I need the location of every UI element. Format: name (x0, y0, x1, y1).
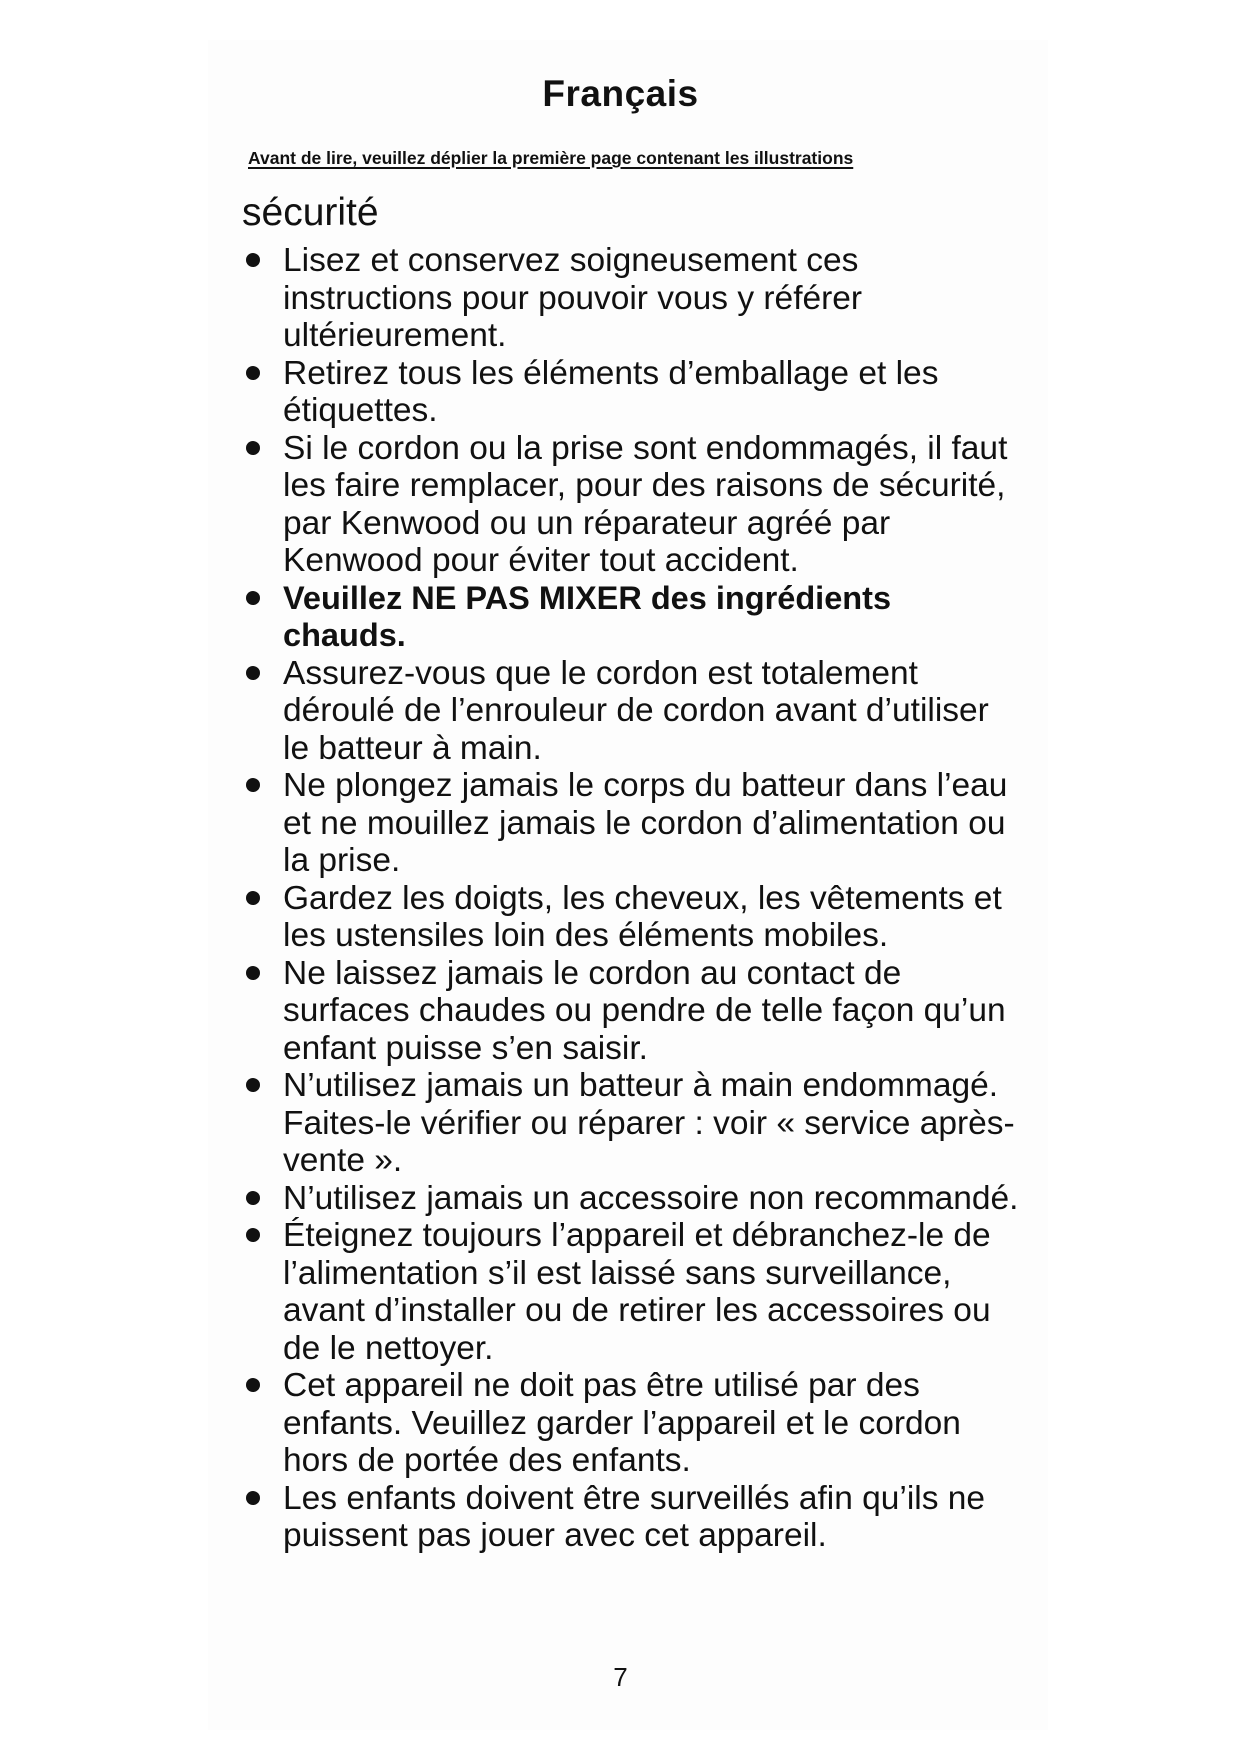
list-item-text: N’utilisez jamais un accessoire non recommandé. (283, 1179, 1019, 1217)
list-item (242, 1180, 1022, 1218)
list-item-text: Éteignez toujours l’appareil et débranchez-le de l’alimentation s’il est laissé sans surveillance, avant d’installer ou de retirer les accessoires ou de le nettoyer. (283, 1217, 991, 1367)
list-item (242, 1067, 1022, 1180)
bullet-icon (246, 441, 260, 455)
list-item-text: Lisez et conservez soigneusement ces instructions pour pouvoir vous y référer ultérieurement. (283, 242, 863, 354)
list-item-text: Veuillez NE PAS MIXER des ingrédients chauds. (283, 579, 892, 653)
list-item-text: Retirez tous les éléments d’emballage et les étiquettes. (283, 354, 939, 429)
list-item-text: Les enfants doivent être surveillés afin qu’ils ne puissent pas jouer avec cet appareil. (283, 1479, 986, 1554)
bullet-icon (246, 366, 260, 380)
list-item-warning (242, 580, 1022, 655)
list-item (242, 1480, 1022, 1555)
bullet-icon (246, 253, 260, 267)
list-item-text: Ne plongez jamais le corps du batteur dans l’eau et ne mouillez jamais le cordon d’alimentation ou la prise. (283, 767, 1008, 879)
list-item (242, 655, 1022, 768)
section-title: sécurité (242, 191, 379, 234)
list-item-text: Cet appareil ne doit pas être utilisé par des enfants. Veuillez garder l’appareil et le cordon hors de portée des enfants. (283, 1367, 961, 1479)
bullet-icon (246, 1078, 260, 1092)
list-item-text: Assurez-vous que le cordon est totalement déroulé de l’enrouleur de cordon avant d’utiliser le batteur à main. (283, 654, 989, 767)
list-item-text: Si le cordon ou la prise sont endommagés, il faut les faire remplacer, pour des raisons de sécurité, par Kenwood ou un réparateur agréé par Kenwood pour éviter tout accident. (283, 429, 1008, 579)
list-item (242, 767, 1022, 880)
list-item (242, 880, 1022, 955)
bullet-icon (246, 1191, 260, 1205)
list-item (242, 1367, 1022, 1480)
bullet-icon (246, 778, 260, 792)
bullet-icon (246, 591, 260, 605)
safety-list (242, 242, 1022, 1555)
unfold-note: Avant de lire, veuillez déplier la première page contenant les illustrations (248, 148, 854, 168)
list-item-text: N’utilisez jamais un batteur à main endommagé. Faites-le vérifier ou réparer : voir « service après-vente ». (283, 1067, 1015, 1179)
list-item-text: Ne laissez jamais le cordon au contact de surfaces chaudes ou pendre de telle façon qu’un enfant puisse s’en saisir. (283, 954, 1006, 1067)
list-item (242, 430, 1022, 580)
page-number: 7 (613, 1662, 628, 1692)
bullet-icon (246, 1378, 260, 1392)
list-item-text: Gardez les doigts, les cheveux, les vêtements et les ustensiles loin des éléments mobiles. (283, 879, 1002, 954)
bullet-icon (246, 1491, 260, 1505)
list-item (242, 242, 1022, 355)
language-heading: Français (542, 73, 699, 114)
list-item (242, 1217, 1022, 1367)
list-item (242, 355, 1022, 430)
list-item (242, 955, 1022, 1068)
bullet-icon (246, 666, 260, 680)
bullet-icon (246, 966, 260, 980)
bullet-icon (246, 891, 260, 905)
bullet-icon (246, 1228, 260, 1242)
